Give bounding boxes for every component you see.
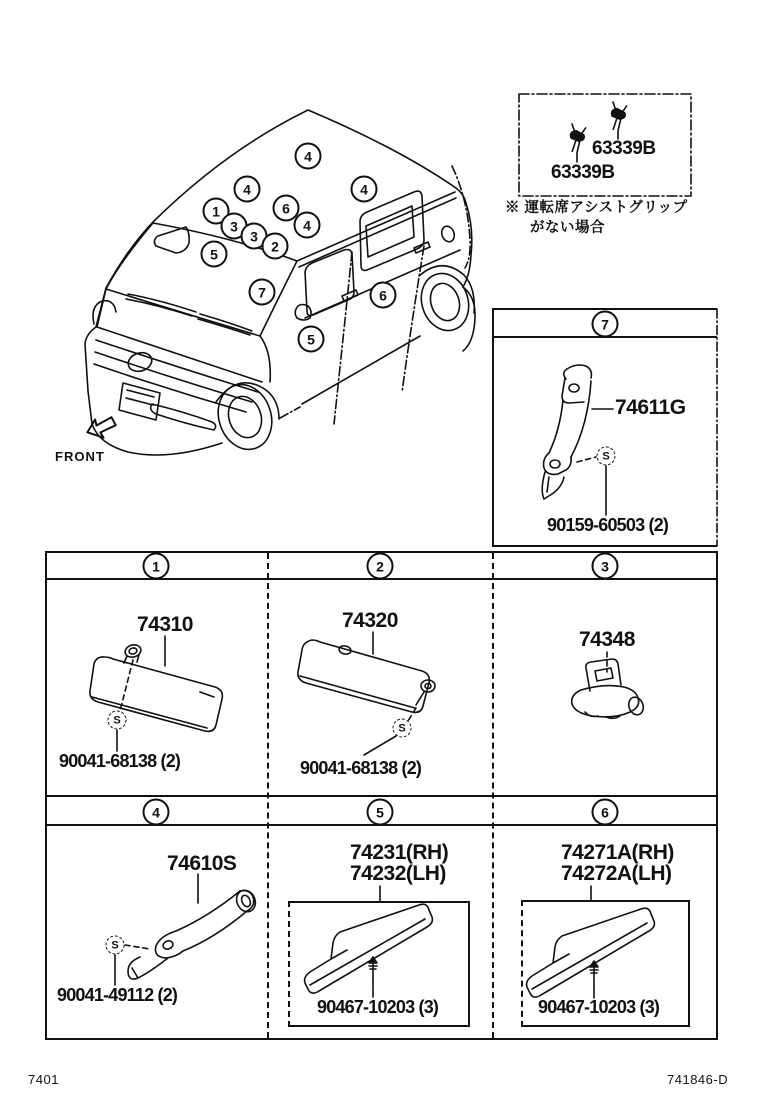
car-callout[interactable]: 1 xyxy=(203,198,230,225)
car-callout[interactable]: 6 xyxy=(273,195,300,222)
table-header-5: 5 xyxy=(367,799,394,826)
part-number-74272a-lh[interactable]: 74272A(LH) xyxy=(561,862,672,885)
part-number-63339b[interactable]: 63339B xyxy=(592,138,656,159)
fastener-number[interactable]: 90041-68138 (2) xyxy=(59,751,181,771)
fastener-number[interactable]: 90467-10203 (3) xyxy=(317,997,439,1017)
fastener-number[interactable]: 90041-68138 (2) xyxy=(300,758,422,778)
part-number-74348[interactable]: 74348 xyxy=(579,628,635,651)
figure-number: 741846-D xyxy=(667,1072,729,1087)
screw-symbol: S xyxy=(393,719,412,738)
table-header-2: 2 xyxy=(367,553,394,580)
part-number-74232-lh[interactable]: 74232(LH) xyxy=(350,862,446,885)
table-header-6: 6 xyxy=(592,799,619,826)
car-callout[interactable]: 3 xyxy=(221,213,248,240)
table-column-line xyxy=(492,553,494,1038)
front-direction-label: FRONT xyxy=(55,449,105,464)
table-header-4: 4 xyxy=(143,799,170,826)
part-number-74271a-rh[interactable]: 74271A(RH) xyxy=(561,841,674,864)
part-number-74231-rh[interactable]: 74231(RH) xyxy=(350,841,449,864)
table-row-line xyxy=(47,795,716,797)
car-callout[interactable]: 4 xyxy=(294,212,321,239)
screw-symbol: S xyxy=(597,447,616,466)
variant-note-line1: ※ 運転席アシストグリップ xyxy=(505,200,688,216)
panel-7-box xyxy=(492,308,717,547)
car-line-drawing xyxy=(85,110,476,456)
screw-symbol: S xyxy=(108,711,127,730)
part-number-63339b[interactable]: 63339B xyxy=(551,162,615,183)
panel-7-number: 7 xyxy=(592,311,619,338)
part-number-74610s[interactable]: 74610S xyxy=(167,852,237,875)
fastener-number[interactable]: 90467-10203 (3) xyxy=(538,997,660,1017)
car-callout[interactable]: 7 xyxy=(249,279,276,306)
car-callout[interactable]: 5 xyxy=(201,241,228,268)
side-mirror xyxy=(154,227,189,253)
car-callout[interactable]: 3 xyxy=(241,223,268,250)
car-callout[interactable]: 4 xyxy=(234,176,261,203)
car-callout[interactable]: 2 xyxy=(262,233,289,260)
table-header-1: 1 xyxy=(143,553,170,580)
screw-symbol: S xyxy=(106,936,125,955)
car-callout[interactable]: 4 xyxy=(295,143,322,170)
car-callout[interactable]: 4 xyxy=(351,176,378,203)
fastener-number[interactable]: 90159-60503 (2) xyxy=(547,515,669,535)
car-callout[interactable]: 6 xyxy=(370,282,397,309)
part-number-74320[interactable]: 74320 xyxy=(342,609,398,632)
variant-note-line2: がない場合 xyxy=(530,220,605,236)
table-column-line xyxy=(267,553,269,1038)
page-number: 7401 xyxy=(28,1072,59,1087)
part-number-74310[interactable]: 74310 xyxy=(137,613,193,636)
table-header-3: 3 xyxy=(592,553,619,580)
car-callout[interactable]: 5 xyxy=(298,326,325,353)
fastener-number[interactable]: 90041-49112 (2) xyxy=(57,985,178,1005)
part-number-74611g[interactable]: 74611G xyxy=(615,396,686,419)
